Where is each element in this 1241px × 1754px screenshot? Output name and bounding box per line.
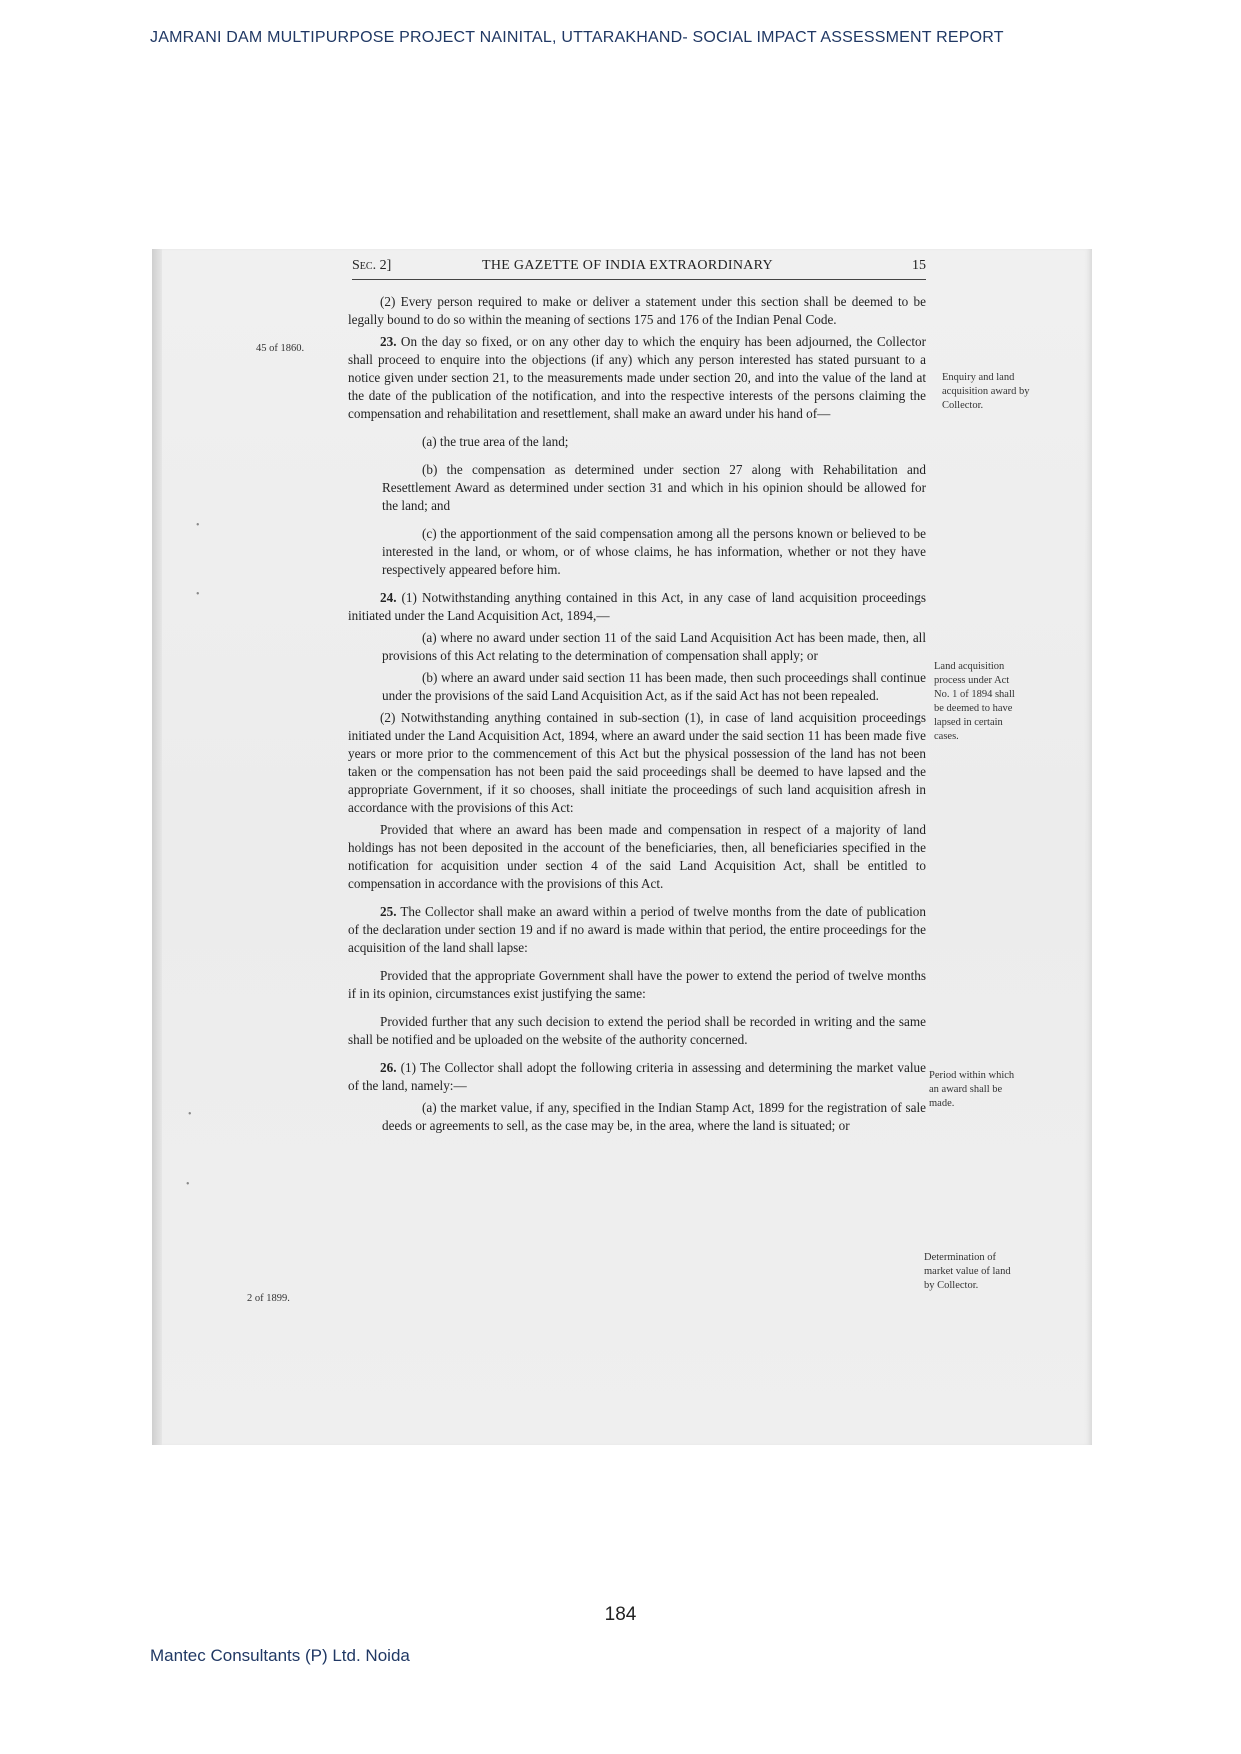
scanned-gazette-page — [152, 249, 1092, 1445]
proviso-24: Provided that where an award has been made and compensation in respect of a majority of land holdings has not been deposited in the account of the beneficiaries, then, all beneficiaries specified in the notification for acquisition under section 4 of the said Land Acquisition Act, shall be entitled to compensation in accordance with the provisions of this Act. — [348, 822, 926, 891]
clause-23-a: (a) the true area of the land; — [422, 434, 569, 449]
page-number: 184 — [604, 1604, 637, 1625]
section-24: 24. (1) Notwithstanding anything contained in this Act, in any case of land acquisition proceedings initiated under the Land Acquisition Act, 1894,— — [348, 590, 926, 623]
clause-23-c: (c) the apportionment of the said compensation among all the persons known or believed to be interested in the land, or whom, or of whose claims, he has information, whether or not they have respectively appeared before him. — [382, 526, 926, 577]
side-note-market-value: Determination of market value of land by Collector. — [924, 1252, 1011, 1291]
gazette-body — [348, 293, 926, 1139]
clause-23-b: (b) the compensation as determined under section 27 along with Rehabilitation and Resettlement Award as determined under section 31 and which in his opinion should be allowed for the land; and — [382, 462, 926, 513]
section-24-2: (2) Notwithstanding anything contained in sub-section (1), in case of land acquisition proceedings initiated under the Land Acquisition Act, 1894, where an award under the said section 11 has been made five years or more prior to the commencement of this Act but the physical possession of the land has not been taken or the compensation has not been paid the said proceedings shall be deemed to have lapsed and the appropriate Government, if it so chooses, shall initiate the proceedings of such land acquisition afresh in accordance with the provisions of this Act: — [348, 710, 926, 815]
scan-speck: • — [188, 1109, 192, 1120]
section-26: 26. (1) The Collector shall adopt the following criteria in assessing and determining the market value of the land, namely:— — [348, 1060, 926, 1093]
margin-ref-2-of-1899: 2 of 1899. — [247, 1293, 290, 1304]
gazette-section: Sec. 2] — [352, 258, 392, 273]
gazette-page-number: 15 — [912, 258, 926, 273]
scan-speck: • — [186, 1179, 190, 1190]
scan-speck: • — [196, 589, 200, 600]
report-header-title: JAMRANI DAM MULTIPURPOSE PROJECT NAINITAL, UTTARAKHAND- SOCIAL IMPACT ASSESSMENT REPORT — [150, 29, 1004, 46]
scan-speck: • — [196, 520, 200, 531]
side-note-enquiry: Enquiry and land acquisition award by Collector. — [942, 372, 1030, 411]
side-note-period: Period within which an award shall be made. — [929, 1070, 1015, 1109]
gazette-header — [352, 255, 926, 280]
section-25: 25. The Collector shall make an award within a period of twelve months from the date of publication of the declaration under section 19 and if no award is made within that period, the entire proceedings for the acquisition of the land shall lapse: — [348, 904, 926, 955]
gazette-title: THE GAZETTE OF INDIA EXTRAORDINARY — [482, 258, 773, 273]
paragraph-22-2: (2) Every person required to make or deliver a statement under this section shall be deemed to be legally bound to do so within the meaning of sections 175 and 176 of the Indian Penal Code. — [348, 294, 926, 327]
side-note-lapse: Land acquisition process under Act No. 1 of 1894 shall be deemed to have lapsed in certain cases. — [934, 661, 1015, 742]
scan-edge-shadow — [152, 249, 162, 1445]
clause-24-b: (b) where an award under said section 11 has been made, then such proceedings shall continue under the provisions of the said Land Acquisition Act, as if the said Act has not been repealed. — [382, 670, 926, 703]
clause-24-a: (a) where no award under section 11 of the said Land Acquisition Act has been made, then, all provisions of this Act relating to the determination of compensation shall apply; or — [382, 630, 926, 663]
margin-ref-45-of-1860: 45 of 1860. — [256, 343, 305, 354]
section-23: 23. On the day so fixed, or on any other day to which the enquiry has been adjourned, the Collector shall proceed to enquire into the objections (if any) which any person interested has stated pursuant to a notice given under section 21, to the measurements made under section 20, and into the value of the land at the date of the publication of the notification, and into the respective interests of the persons claiming the compensation and rehabilitation and resettlement, shall make an award under his hand of— — [348, 334, 926, 421]
clause-26-a: (a) the market value, if any, specified in the Indian Stamp Act, 1899 for the registration of sale deeds or agreements to sell, as the case may be, in the area, where the land is situated; or — [382, 1100, 926, 1133]
footer-company: Mantec Consultants (P) Ltd. Noida — [150, 1646, 410, 1665]
proviso-25-b: Provided further that any such decision to extend the period shall be recorded in writing and the same shall be notified and be uploaded on the website of the authority concerned. — [348, 1014, 926, 1047]
proviso-25-a: Provided that the appropriate Government shall have the power to extend the period of twelve months if in its opinion, circumstances exist justifying the same: — [348, 968, 926, 1001]
